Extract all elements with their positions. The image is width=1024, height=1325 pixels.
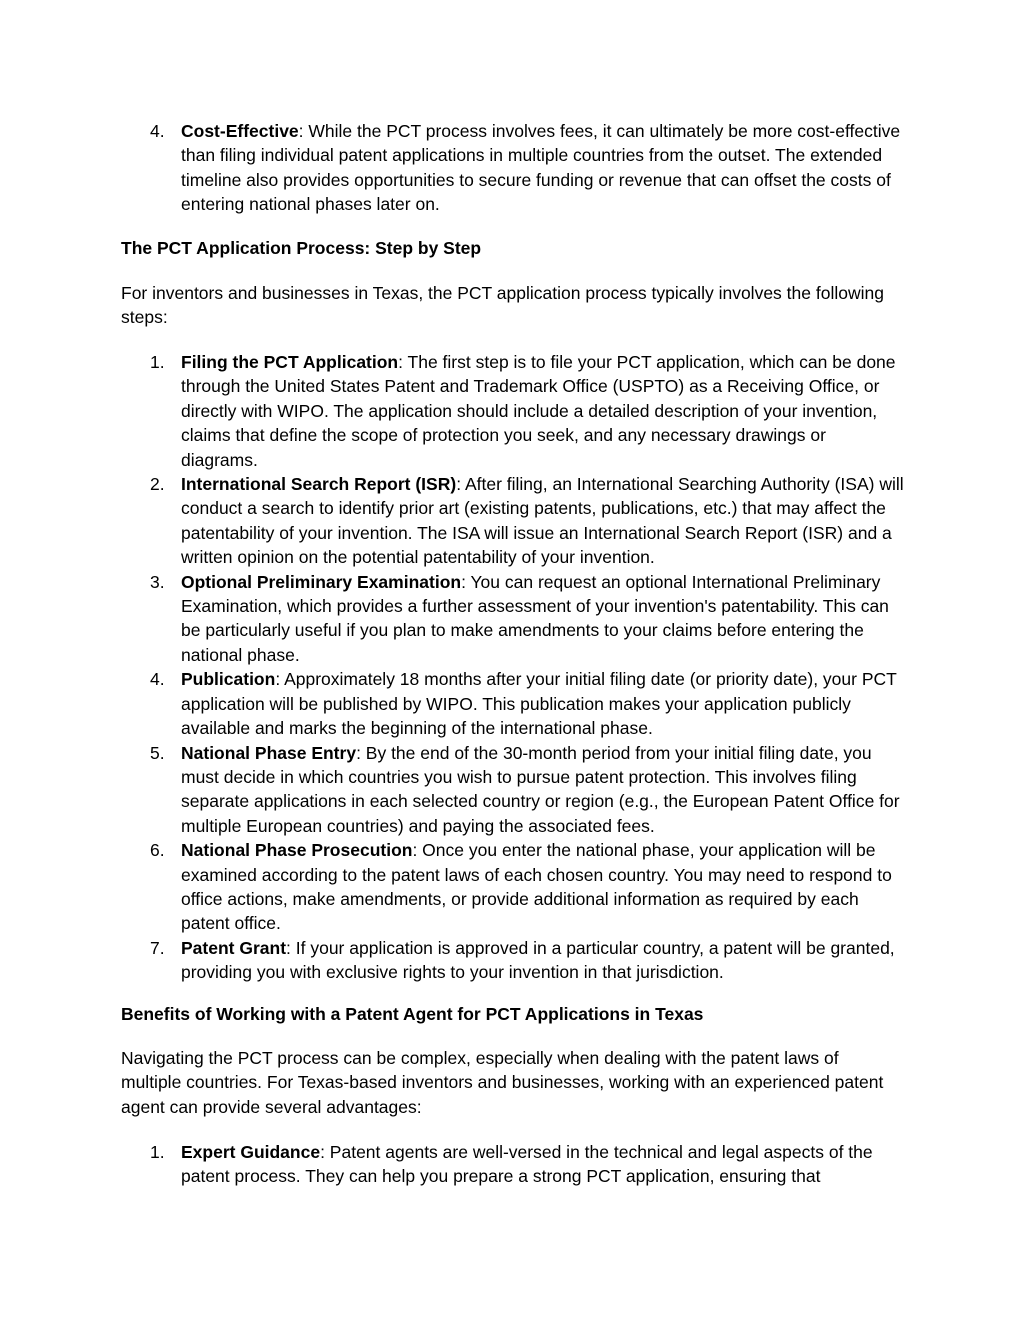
list-term: International Search Report (ISR) bbox=[181, 474, 457, 495]
list-number: 5. bbox=[150, 742, 165, 763]
list-item bbox=[150, 838, 906, 936]
section-intro-patent-agent: Navigating the PCT process can be complex, especially when dealing with the patent laws of multiple countries. For Texas-based inventors and businesses, working with an experienced patent agent can provide several advantages: bbox=[121, 1048, 884, 1117]
list-text: : While the PCT process involves fees, it can ultimately be more cost-effective than filing individual patent applications in multiple countries from the outset. The extended timeline also provides opportunities to secure funding or revenue that can offset the costs of entering national phases later on. bbox=[181, 121, 901, 215]
section-heading-pct-process: The PCT Application Process: Step by Step bbox=[121, 238, 482, 258]
list-text: : Once you enter the national phase, your application will be examined according to the patent laws of each chosen country. You may need to respond to office actions, make amendments, or provide additional information as required by each patent office. bbox=[181, 840, 892, 934]
list-item bbox=[150, 667, 906, 740]
list-term: National Phase Prosecution bbox=[181, 840, 413, 861]
list-text: : If your application is approved in a particular country, a patent will be granted, providing you with exclusive rights to your invention in that jurisdiction. bbox=[181, 937, 895, 983]
list-number: 1. bbox=[150, 1142, 165, 1162]
list-item bbox=[150, 350, 906, 472]
list-cost-effective bbox=[150, 119, 906, 217]
list-item bbox=[150, 936, 906, 985]
list-number: 1. bbox=[150, 352, 165, 372]
list-text: : By the end of the 30-month period from your initial filing date, you must decide in which countries you wish to pursue patent protection. This involves filing separate applications in each selected country or region (e.g., the European Patent Office for multiple European countries) and paying the associated fees. bbox=[181, 742, 900, 836]
list-number: 7. bbox=[150, 937, 165, 958]
section-intro-pct-process: For inventors and businesses in Texas, the PCT application process typically involves the following steps: bbox=[121, 283, 884, 328]
list-term: Filing the PCT Application bbox=[181, 352, 399, 372]
list-agent-benefits bbox=[150, 1140, 906, 1189]
list-text: : You can request an optional International Preliminary Examination, which provides a further assessment of your invention's patentability. This can be particularly useful if you plan to make amendments to your claims before entering the national phase. bbox=[181, 571, 889, 665]
list-term: Publication bbox=[181, 669, 276, 690]
list-pct-steps bbox=[150, 350, 906, 985]
list-text: : Approximately 18 months after your initial filing date (or priority date), your PCT application will be published by WIPO. This publication makes your application publicly available and marks the beginning of the international phase. bbox=[181, 669, 897, 739]
list-item bbox=[150, 119, 906, 217]
list-number: 4. bbox=[150, 669, 165, 690]
list-number: 6. bbox=[150, 840, 165, 861]
list-text: : The first step is to file your PCT application, which can be done through the United States Patent and Trademark Office (USPTO) as a Receiving Office, or directly with WIPO. The application should include a detailed description of your invention, claims that define the scope of protection you seek, and any necessary drawings or diagrams. bbox=[181, 352, 896, 470]
list-item bbox=[150, 1140, 906, 1189]
list-term: Optional Preliminary Examination bbox=[181, 571, 462, 592]
list-term: Expert Guidance bbox=[181, 1142, 321, 1162]
list-number: 2. bbox=[150, 474, 165, 495]
list-number: 3. bbox=[150, 571, 165, 592]
list-text: : Patent agents are well-versed in the technical and legal aspects of the patent process. They can help you prepare a strong PCT application, ensuring that bbox=[181, 1142, 873, 1187]
list-term: National Phase Entry bbox=[181, 742, 357, 763]
list-item bbox=[150, 570, 906, 668]
list-term: Patent Grant bbox=[181, 937, 287, 958]
list-item bbox=[150, 741, 906, 839]
list-text: : After filing, an International Searching Authority (ISA) will conduct a search to identify prior art (existing patents, publications, etc.) that may affect the patentability of your invention. The ISA will issue an International Search Report (ISR) and a written opinion on the potential patentability of your invention. bbox=[181, 474, 904, 568]
list-number: 4. bbox=[150, 121, 165, 141]
section-heading-patent-agent: Benefits of Working with a Patent Agent for PCT Applications in Texas bbox=[121, 1004, 704, 1024]
list-term: Cost-Effective bbox=[181, 121, 299, 141]
list-item bbox=[150, 472, 906, 570]
